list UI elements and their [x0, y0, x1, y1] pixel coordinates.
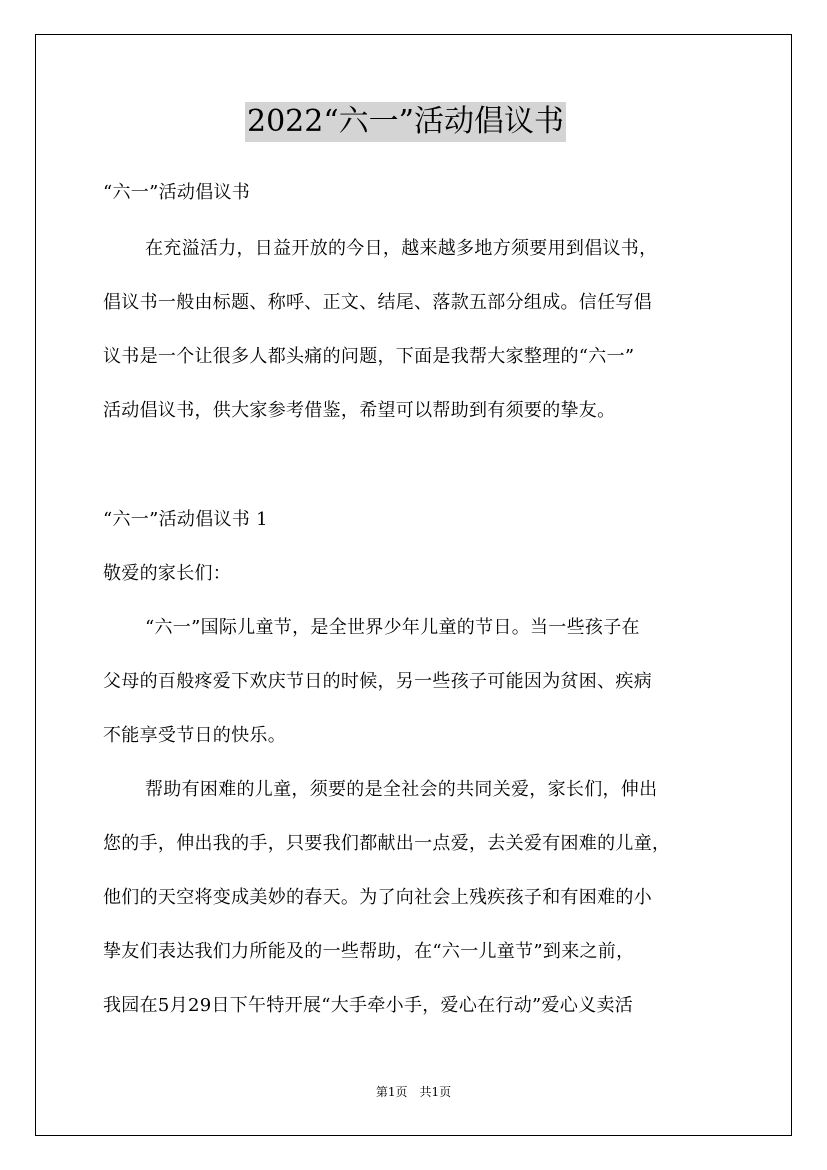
intro-line-1: 在充溢活力，日益开放的今日，越来越多地方须要用到倡议书，	[145, 238, 658, 259]
paragraph2-line-3: 他们的天空将变成美妙的春天。为了向社会上残疾孩子和有困难的小	[103, 887, 652, 908]
paragraph2-line-4: 挚友们表达我们力所能及的一些帮助，在“六一儿童节”到来之前，	[103, 941, 635, 962]
salutation: 敬爱的家长们：	[103, 563, 232, 584]
intro-line-2: 倡议书一般由标题、称呼、正文、结尾、落款五部分组成。信任写倡	[103, 292, 652, 313]
paragraph2-line-1: 帮助有困难的儿童，须要的是全社会的共同关爱，家长们，伸出	[145, 779, 658, 800]
intro-line-3: 议书是一个让很多人都头痛的问题，下面是我帮大家整理的“六一”	[103, 346, 635, 367]
page-footer: 第1页 共1页	[375, 1085, 452, 1099]
paragraph2-line-2: 您的手，伸出我的手，只要我们都献出一点爱，去关爱有困难的儿童，	[103, 833, 671, 854]
paragraph1-line-2: 父母的百般疼爱下欢庆节日的时候，另一些孩子可能因为贫困、疾病	[103, 671, 652, 692]
intro-line-4: 活动倡议书，供大家参考借鉴，希望可以帮助到有须要的挚友。	[103, 400, 616, 421]
section-heading: “六一”活动倡议书 1	[103, 509, 268, 530]
document-subtitle: “六一”活动倡议书	[103, 182, 251, 203]
paragraph2-line-5: 我园在5月29日下午特开展“大手牵小手，爱心在行动”爱心义卖活	[103, 995, 634, 1016]
document-title: 2022“六一”活动倡议书	[245, 102, 566, 142]
paragraph1-line-1: “六一”国际儿童节，是全世界少年儿童的节日。当一些孩子在	[145, 617, 640, 638]
paragraph1-line-3: 不能享受节日的快乐。	[103, 725, 286, 746]
